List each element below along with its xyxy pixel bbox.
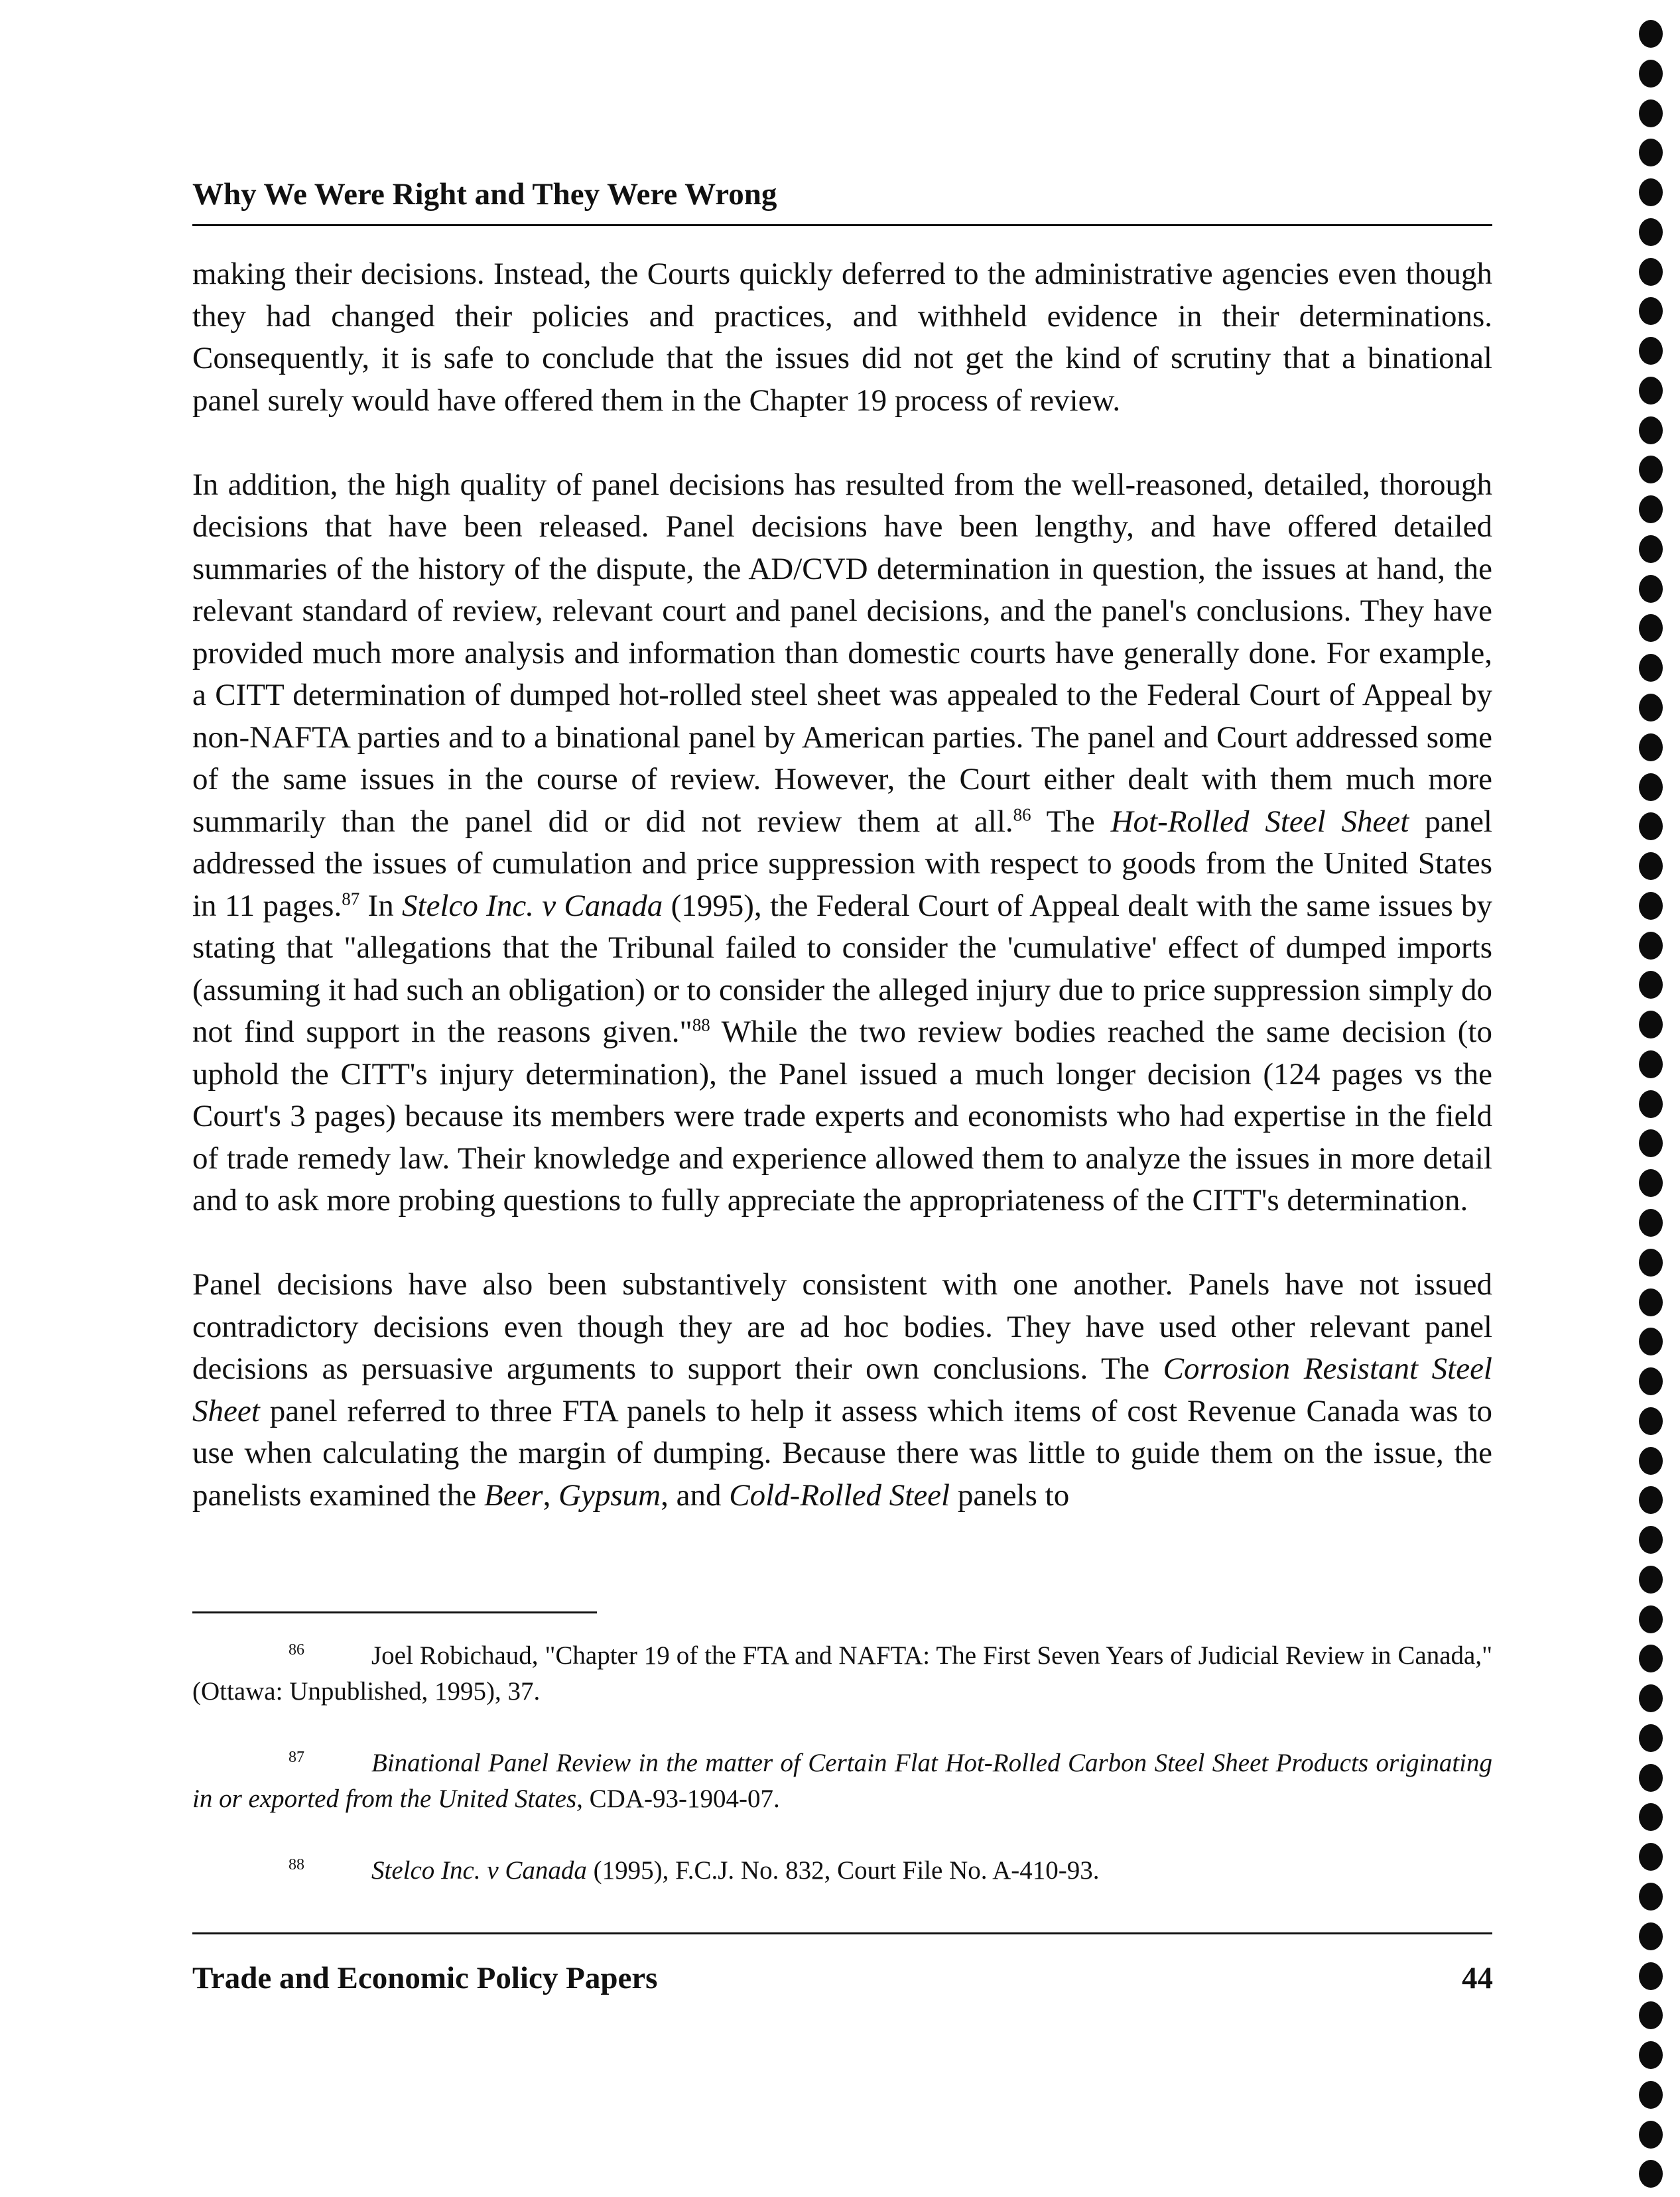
- binding-hole: [1639, 1129, 1663, 1157]
- binding-hole: [1639, 654, 1663, 682]
- binding-hole: [1639, 1526, 1663, 1554]
- running-header: Why We Were Right and They Were Wrong: [192, 177, 777, 212]
- case-name-stelco: Stelco Inc. v Canada: [402, 888, 663, 923]
- paragraph-2-text-b: The: [1031, 804, 1111, 839]
- binding-hole: [1639, 1843, 1663, 1871]
- binding-hole: [1639, 416, 1663, 444]
- paragraph-3-sep-1: ,: [543, 1477, 559, 1513]
- binding-hole: [1639, 1684, 1663, 1712]
- footnote-86: 86 Joel Robichaud, "Chapter 19 of the FTA and NAFTA: The First Seven Years of Judicial Review in Canada," (Ottawa: Unpublished, 1995), 37.: [192, 1641, 1492, 1706]
- footnote-separator: [192, 1611, 597, 1613]
- binding-hole: [1639, 1407, 1663, 1435]
- paragraph-2-text-c: panel addressed the issues of cumulation and price suppression with respect to goods from the United States in 11 pages.: [192, 804, 1492, 923]
- paragraph-1: making their decisions. Instead, the Courts quickly deferred to the administrative agencies even though they had changed their policies and practices, and withheld evidence in their determinations. Consequently, it is safe to conclude that the issues did not get the kind of scrutiny that a binational panel surely would have offered them in the Chapter 19 process of review.: [192, 257, 1492, 418]
- binding-hole: [1639, 1249, 1663, 1277]
- binding-hole: [1639, 1011, 1663, 1038]
- binding-hole: [1639, 1169, 1663, 1197]
- binding-hole: [1639, 733, 1663, 761]
- binding-hole: [1639, 1605, 1663, 1633]
- binding-hole: [1639, 218, 1663, 246]
- binding-hole: [1639, 812, 1663, 840]
- binding-hole: [1639, 694, 1663, 722]
- binding-hole: [1639, 1447, 1663, 1475]
- binding-hole: [1639, 20, 1663, 48]
- footnote-ref-87[interactable]: 87: [342, 888, 360, 909]
- footnote-text: (1995), F.C.J. No. 832, Court File No. A-410-93.: [586, 1856, 1100, 1885]
- paragraph-2-text-f: While the two review bodies reached the same decision (to uphold the CITT's injury determination), the Panel issued a much longer decision (124 pages vs the Court's 3 pages) because its members were trade experts and economists who had expertise in the field of trade remedy law. Their knowledge and experience allowed them to analyze the issues in more detail and to ask more probing questions to fully appreciate the appropriateness of the CITT's determination.: [192, 1015, 1492, 1218]
- binding-hole: [1639, 2121, 1663, 2149]
- binding-hole: [1639, 1288, 1663, 1316]
- body-text: [192, 253, 1492, 1517]
- binding-hole: [1639, 1050, 1663, 1078]
- case-name-cold-rolled: Cold-Rolled Steel: [729, 1477, 950, 1513]
- binding-hole: [1639, 258, 1663, 286]
- binding-hole: [1639, 1803, 1663, 1831]
- binding-hole: [1639, 60, 1663, 88]
- footnote-ref-86[interactable]: 86: [1013, 804, 1031, 824]
- binding-hole: [1639, 1922, 1663, 1950]
- binding-hole: [1639, 139, 1663, 166]
- page-number: 44: [1462, 1961, 1493, 1995]
- paragraph-2-text-e: (1995), the Federal Court of Appeal dealt with the same issues by stating that "allegations that the Tribunal failed to consider the 'cumulative' effect of dumped imports (assuming it had such an obligation) or to consider the alleged injury due to price suppression simply do not find support in the reasons given.": [192, 888, 1493, 1049]
- binding-hole: [1639, 1883, 1663, 1911]
- footnote-text: Joel Robichaud, "Chapter 19 of the FTA and NAFTA: The First Seven Years of Judicial Review in Canada," (Ottawa: Unpublished, 1995), 37.: [192, 1641, 1492, 1706]
- footnote-text: CDA-93-1904-07.: [582, 1785, 780, 1813]
- binding-hole: [1639, 932, 1663, 960]
- case-name-beer: Beer: [484, 1477, 543, 1513]
- binding-hole: [1639, 892, 1663, 920]
- paragraph-3-text-b: panel referred to three FTA panels to help it assess which items of cost Revenue Canada was to use when calculating the margin of dumping. Because there was little to guide them on the issue, the panelists examined the: [192, 1393, 1492, 1513]
- case-name-hot-rolled: Hot-Rolled Steel Sheet: [1110, 804, 1409, 839]
- binding-hole: [1639, 456, 1663, 483]
- header-rule: [192, 224, 1492, 226]
- binding-hole: [1639, 1645, 1663, 1672]
- footer-rule: [192, 1932, 1492, 1934]
- binding-hole: [1639, 971, 1663, 999]
- binding-hole: [1639, 1486, 1663, 1514]
- case-name-corrosion: Corrosion Resistant Steel Sheet: [192, 1351, 1492, 1428]
- case-name-gypsum: Gypsum: [558, 1477, 661, 1513]
- footnote-citation-title: Stelco Inc. v Canada: [371, 1856, 587, 1885]
- binding-hole: [1639, 1367, 1663, 1395]
- footnote-88: 88 Stelco Inc. v Canada (1995), F.C.J. No. 832, Court File No. A-410-93.: [289, 1856, 1100, 1885]
- paragraph-3-text-a: Panel decisions have also been substantively consistent with one another. Panels have not issued contradictory decisions even though they are ad hoc bodies. They have used other relevant panel decisions as persuasive arguments to support their own conclusions. The: [192, 1267, 1492, 1386]
- binding-hole: [1639, 1962, 1663, 1990]
- footnote-citation-title: Binational Panel Review in the matter of Certain Flat Hot-Rolled Carbon Steel Sheet Products originating in or exported from the United States,: [192, 1749, 1492, 1813]
- binding-hole: [1639, 178, 1663, 206]
- binding-hole: [1639, 495, 1663, 523]
- binding-hole: [1639, 535, 1663, 563]
- binding-hole: [1639, 99, 1663, 127]
- footnote-87: 87 Binational Panel Review in the matter of Certain Flat Hot-Rolled Carbon Steel Sheet Products originating in or exported from the United States, CDA-93-1904-07.: [192, 1749, 1492, 1813]
- binding-hole: [1639, 1328, 1663, 1355]
- binding-hole: [1639, 1566, 1663, 1594]
- footnote-ref-88[interactable]: 88: [692, 1015, 710, 1035]
- footnotes: [192, 1638, 1492, 1924]
- binding-hole: [1639, 2041, 1663, 2069]
- binding-hole: [1639, 575, 1663, 603]
- paragraph-2-text-d: In: [359, 888, 403, 923]
- binding-hole: [1639, 614, 1663, 642]
- binding-hole: [1639, 377, 1663, 405]
- spiral-binding: [1635, 20, 1667, 2188]
- binding-hole: [1639, 337, 1663, 365]
- binding-hole: [1639, 773, 1663, 801]
- binding-hole: [1639, 2001, 1663, 2029]
- paragraph-2: [192, 464, 1492, 1222]
- binding-hole: [1639, 1764, 1663, 1792]
- paragraph-3-sep-2: , and: [661, 1477, 730, 1513]
- paragraph-3: [192, 1264, 1492, 1517]
- binding-hole: [1639, 1090, 1663, 1118]
- binding-hole: [1639, 852, 1663, 880]
- paragraph-2-text-a: In addition, the high quality of panel decisions has resulted from the well-reasoned, detailed, thorough decisions that have been released. Panel decisions have been lengthy, and have offered detailed summaries of the history of the dispute, the AD/CVD determination in question, the issues at hand, the relevant standard of review, relevant court and panel decisions, and the panel's conclusions. They have provided much more analysis and information than domestic courts have generally done. For example, a CITT determination of dumped hot-rolled steel sheet was appealed to the Federal Court of Appeal by non-NAFTA parties and to a binational panel by American parties. The panel and Court addressed some of the same issues in the course of review. However, the Court either dealt with them much more summarily than the panel did or did not review them at all.: [192, 467, 1492, 839]
- binding-hole: [1639, 1724, 1663, 1752]
- binding-hole: [1639, 2160, 1663, 2188]
- binding-hole: [1639, 1209, 1663, 1237]
- binding-hole: [1639, 2081, 1663, 2109]
- paragraph-3-text-c: panels to: [950, 1477, 1070, 1513]
- footer-title: Trade and Economic Policy Papers: [192, 1961, 658, 1995]
- binding-hole: [1639, 297, 1663, 325]
